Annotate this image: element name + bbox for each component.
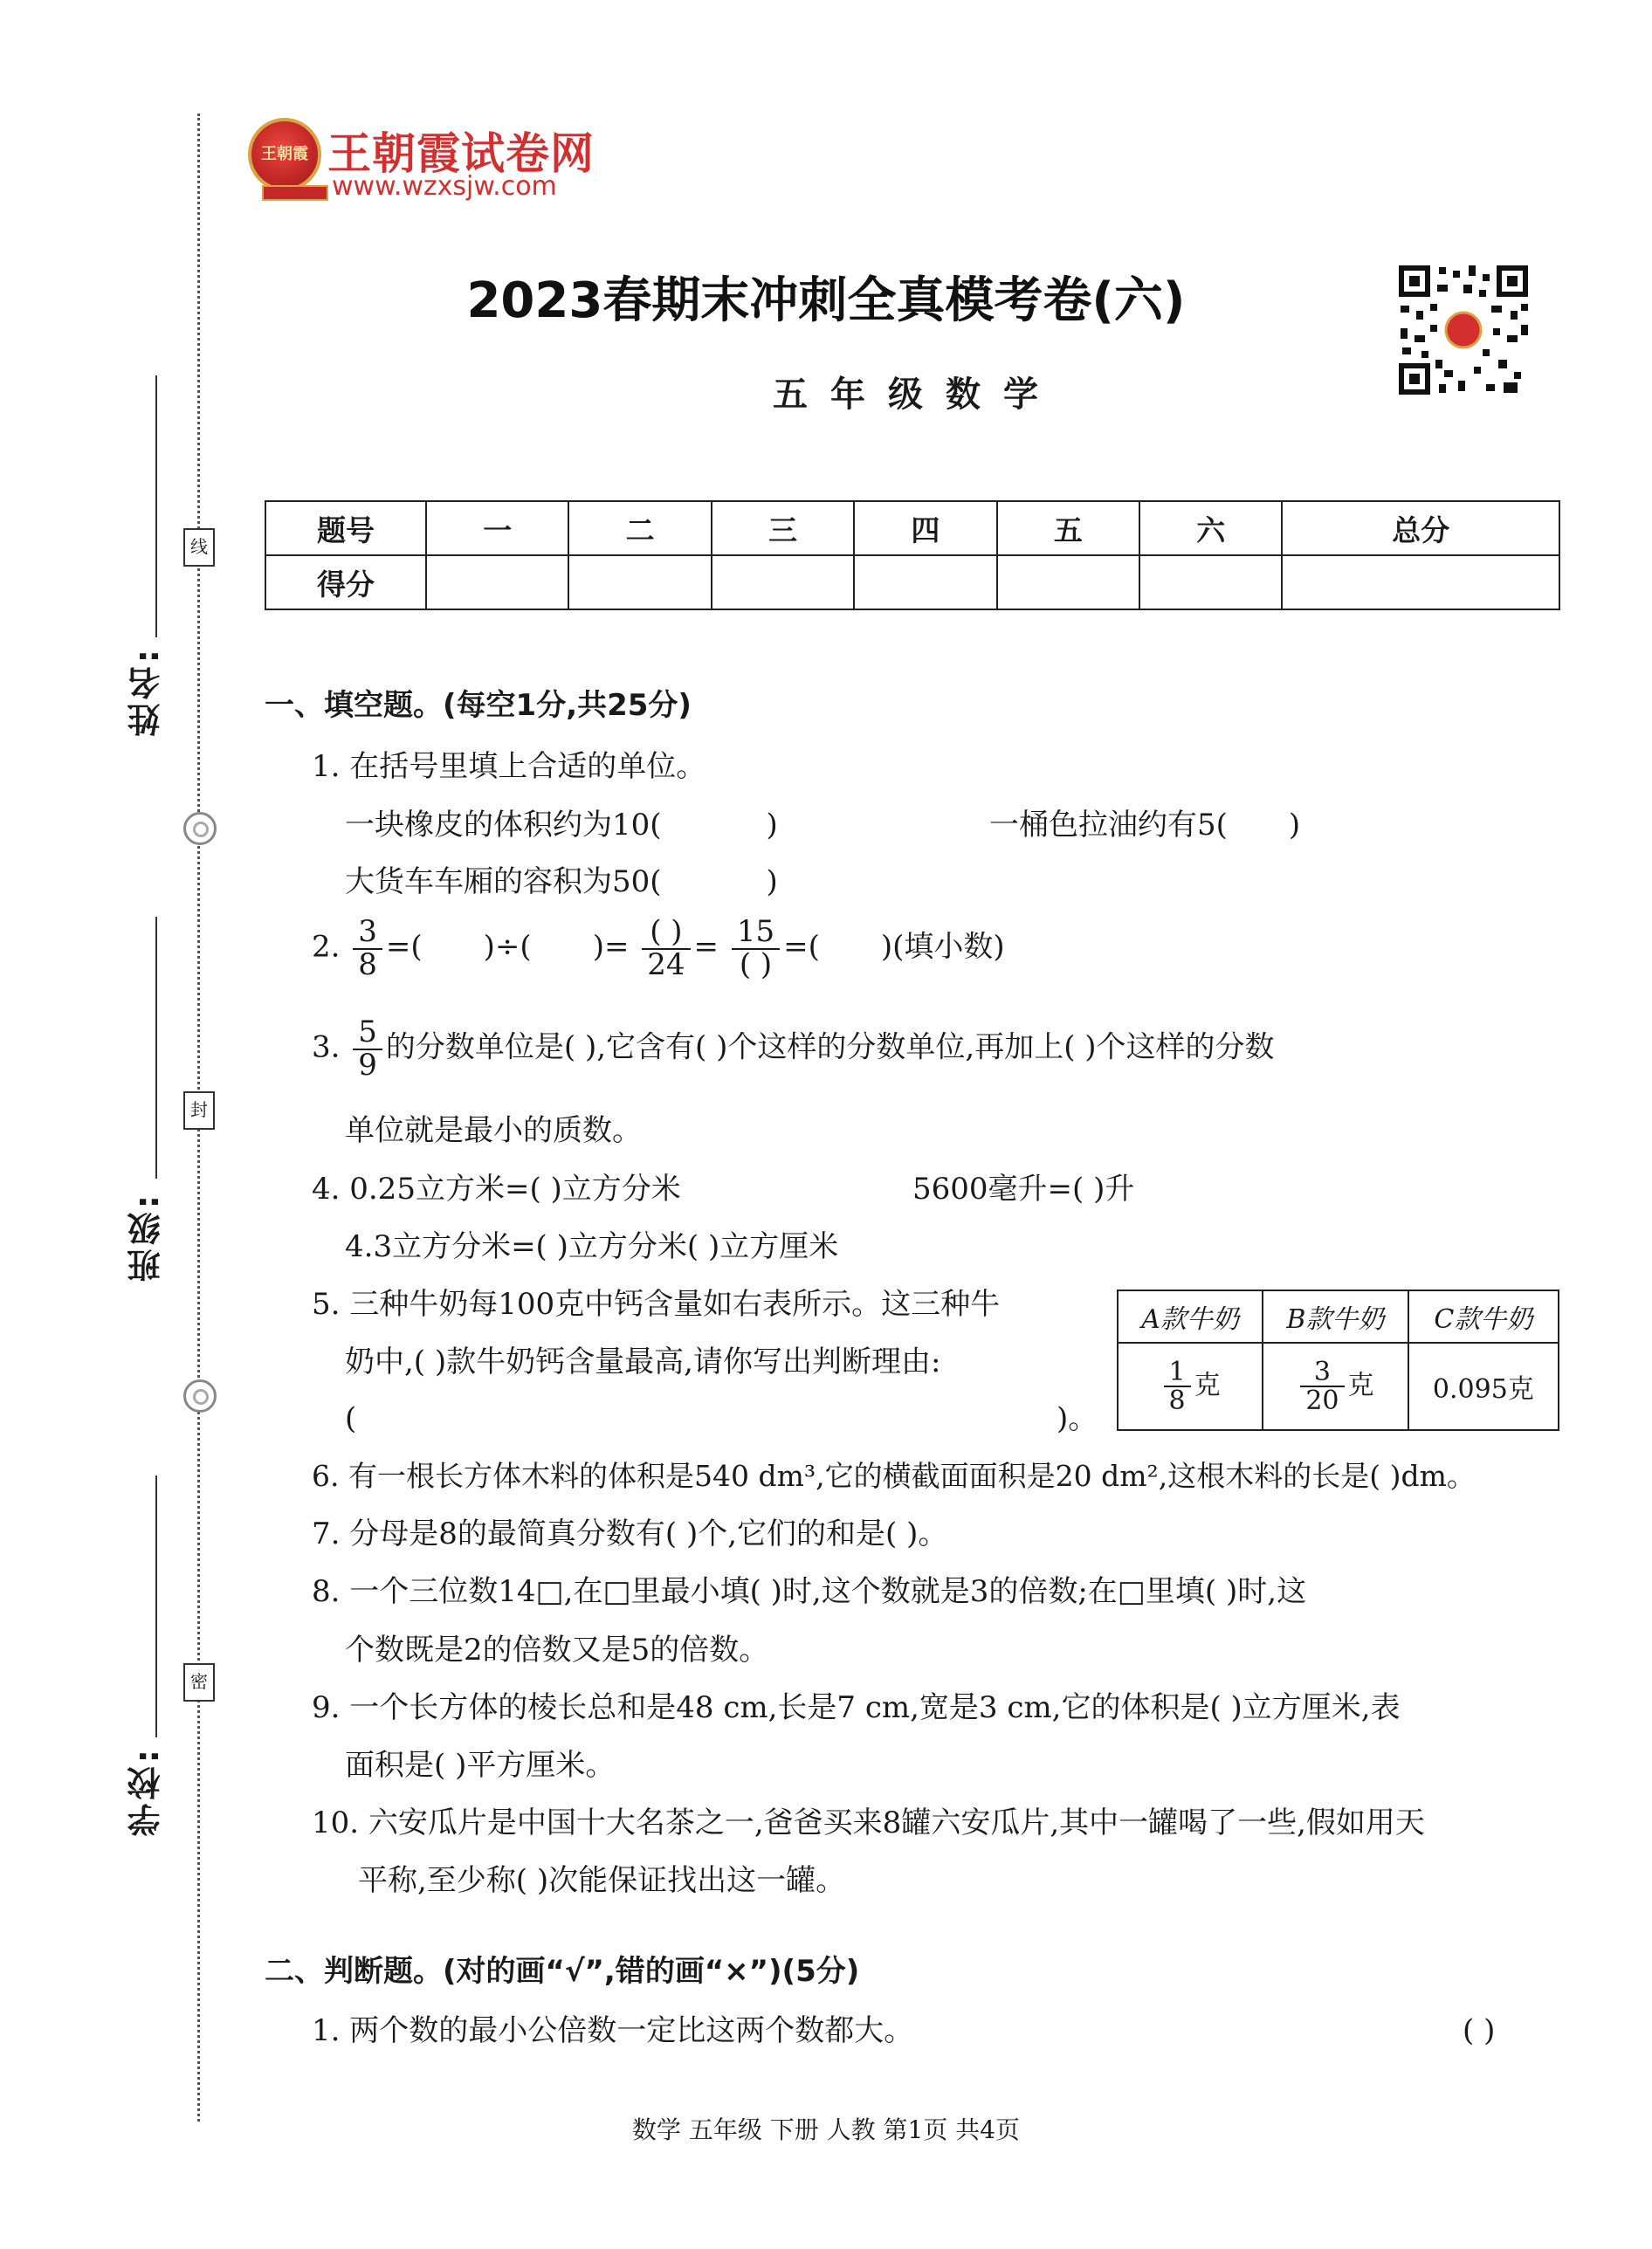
q1-stem: 1. 在括号里填上合适的单位。 [312,749,706,784]
milk-value-b: $\frac{3}{20}$ 克 [1263,1343,1408,1430]
q5-line2: 奶中,( )款牛奶钙含量最高,请你写出判断理由: [345,1345,941,1379]
q6: 6. 有一根长方体木料的体积是540 dm³,它的横截面面积是20 dm²,这根木料的长是( )dm。 [312,1459,1476,1493]
q9-line2: 面积是( )平方厘米。 [345,1748,616,1783]
swirl-ornament-icon [183,1379,217,1413]
q9-line1: 9. 一个长方体的棱长总和是48 cm,长是7 cm,宽是3 cm,它的体积是( )立方厘米,表 [312,1690,1401,1725]
q5-line3-close: )。 [1057,1401,1098,1436]
score-input-cell[interactable] [854,555,996,609]
q10-line2: 平称,至少称( )次能保证找出这一罐。 [358,1863,846,1898]
milk-table-header-row [1118,1290,1559,1343]
swirl-ornament-icon [183,812,217,845]
score-header-cell: 一 [426,501,568,555]
q7: 7. 分母是8的最简真分数有( )个,它们的和是( )。 [312,1517,948,1551]
score-header-cell: 六 [1139,501,1282,555]
milk-header-cell: C款牛奶 [1408,1290,1559,1343]
milk-header-cell: B款牛奶 [1263,1290,1408,1343]
score-input-cell[interactable] [712,555,854,609]
score-input-cell[interactable] [1139,555,1282,609]
score-header-cell: 四 [854,501,996,555]
fraction: $\frac{3}{8}$ [353,917,382,980]
score-input-cell[interactable] [1282,555,1559,609]
brand-ribbon [262,185,328,201]
class-label: 班级: [127,1192,166,1283]
q5-line3-open: ( [345,1401,357,1436]
score-header-cell: 题号 [265,501,426,555]
q1-item-c: 大货车车厢的容积为50( ) [345,864,778,899]
score-table [265,500,1560,610]
section2-heading: 二、判断题。(对的画“√”,错的画“×”)(5分) [265,1954,860,1989]
class-underline [155,917,157,1179]
section2-q1: 1. 两个数的最小公倍数一定比这两个数都大。 [312,2013,914,2048]
brand-logo-icon: 王朝霞 [248,118,321,191]
score-header-cell: 三 [712,501,854,555]
milk-table-value-row [1118,1343,1559,1430]
q3-line2: 单位就是最小的质数。 [345,1113,642,1148]
milk-value-a: $\frac{1}{8}$ 克 [1118,1343,1263,1430]
school-label: 学校: [127,1746,166,1837]
school-underline [155,1475,157,1737]
q4-item-c: 4.3立方分米=( )立方分米( )立方厘米 [345,1229,839,1264]
score-header-cell: 五 [997,501,1139,555]
cut-mark-seal: 封 [183,1091,215,1130]
page-subtitle: 五年级数学 [773,375,1061,415]
score-table-header-row [265,501,1559,555]
milk-calcium-table [1117,1290,1559,1431]
q1-item-a: 一块橡皮的体积约为10( ) [345,808,778,843]
score-row-label: 得分 [265,555,426,609]
cut-mark-secret: 密 [183,1663,215,1702]
score-input-cell[interactable] [426,555,568,609]
cut-mark-line: 线 [183,528,215,567]
q2: 2. $\frac{3}{8}$ =( )÷( )= $\frac{( )}{24}$ = $\frac{15}{( )}$ =( )(填小数) [312,914,1005,982]
score-input-cell[interactable] [568,555,711,609]
milk-value-c: 0.095克 [1408,1343,1559,1430]
section1-heading: 一、填空题。(每空1分,共25分) [265,688,692,723]
q3-line1: 3. $\frac{5}{9}$ 的分数单位是( ),它含有( )个这样的分数单位,再加上( )个这样的分数 [312,1014,1275,1083]
page-title: 2023春期末冲刺全真模考卷(六) [466,272,1186,329]
brand-url[interactable]: www.wzxsjw.com [332,171,557,202]
q8-line2: 个数既是2的倍数又是5的倍数。 [345,1633,769,1668]
q4-item-b: 5600毫升=( )升 [912,1172,1135,1207]
score-input-cell[interactable] [997,555,1139,609]
q5-line1: 5. 三种牛奶每100克中钙含量如右表所示。这三种牛 [312,1287,1001,1322]
brand-name: 王朝霞试卷网 [327,128,595,179]
q4-item-a: 4. 0.25立方米=( )立方分米 [312,1172,681,1207]
page-footer: 数学 五年级 下册 人教 第1页 共4页 [631,2115,1021,2144]
qr-code-icon[interactable] [1395,262,1532,398]
q10-line1: 10. 六安瓜片是中国十大名茶之一,爸爸买来8罐六安瓜片,其中一罐喝了一些,假如用天 [312,1805,1425,1840]
milk-header-cell: A款牛奶 [1118,1290,1263,1343]
q8-line1: 8. 一个三位数14□,在□里最小填( )时,这个数就是3的倍数;在□里填( )时,这 [312,1574,1307,1609]
q1-item-b: 一桶色拉油约有5( ) [989,808,1301,843]
score-header-cell: 总分 [1282,501,1559,555]
name-label: 姓名: [127,646,166,737]
section2-q1-answer[interactable]: ( ) [1463,2013,1496,2048]
score-header-cell: 二 [568,501,711,555]
fraction: $\frac{( )}{24}$ [642,917,690,980]
fraction: $\frac{5}{9}$ [353,1017,382,1081]
score-table-score-row [265,555,1559,609]
fraction: $\frac{15}{( )}$ [732,917,780,980]
